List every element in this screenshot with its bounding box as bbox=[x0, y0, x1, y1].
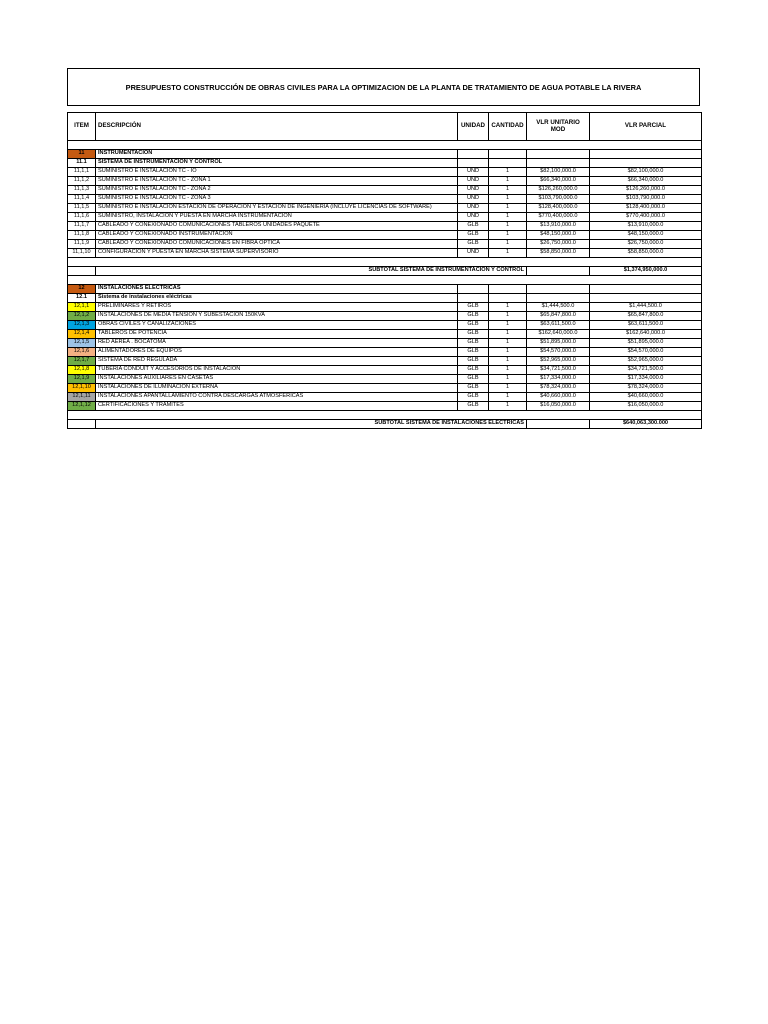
item-cantidad: 1 bbox=[489, 348, 527, 357]
header-unidad: UNIDAD bbox=[458, 113, 489, 141]
item-description: ALIMENTADORES DE EQUIPOS bbox=[96, 348, 458, 357]
item-unidad: GLB bbox=[458, 357, 489, 366]
item-vlr-parcial: $58,850,000.0 bbox=[590, 249, 702, 258]
item-unidad: GLB bbox=[458, 393, 489, 402]
item-vlr-unitario: $1,444,500.0 bbox=[527, 303, 590, 312]
item-code: 11,1,9 bbox=[68, 240, 96, 249]
item-code: 11,1,8 bbox=[68, 231, 96, 240]
item-description: SUMINISTRO E INSTALACIÓN TC - ZONA 1 bbox=[96, 177, 458, 186]
item-description: TABLEROS DE POTENCIA bbox=[96, 330, 458, 339]
subtotal-label: SUBTOTAL SISTEMA DE INSTALACIONES ELECTRICAS bbox=[96, 420, 527, 429]
header-descripcion: DESCRIPCIÓN bbox=[96, 113, 458, 141]
item-cantidad: 1 bbox=[489, 303, 527, 312]
item-vlr-parcial: $52,965,000.0 bbox=[590, 357, 702, 366]
item-vlr-parcial: $128,400,000.0 bbox=[590, 204, 702, 213]
item-vlr-unitario: $128,400,000.0 bbox=[527, 204, 590, 213]
item-vlr-unitario: $58,850,000.0 bbox=[527, 249, 590, 258]
item-cantidad: 1 bbox=[489, 195, 527, 204]
item-vlr-unitario: $51,895,000.0 bbox=[527, 339, 590, 348]
item-cantidad: 1 bbox=[489, 339, 527, 348]
item-code: 11,1,7 bbox=[68, 222, 96, 231]
item-cantidad: 1 bbox=[489, 366, 527, 375]
item-unidad: GLB bbox=[458, 339, 489, 348]
section-name: INSTALACIONES ELÉCTRICAS bbox=[96, 285, 458, 294]
table-row bbox=[68, 231, 702, 240]
item-code: 11,1,3 bbox=[68, 186, 96, 195]
item-unidad: GLB bbox=[458, 312, 489, 321]
item-unidad: GLB bbox=[458, 303, 489, 312]
item-code: 11,1,5 bbox=[68, 204, 96, 213]
header-item: ITEM bbox=[68, 113, 96, 141]
item-vlr-parcial: $16,050,000.0 bbox=[590, 402, 702, 411]
subsection-row bbox=[68, 294, 702, 303]
item-vlr-unitario: $65,847,800.0 bbox=[527, 312, 590, 321]
section-code: 12 bbox=[68, 285, 96, 294]
item-cantidad: 1 bbox=[489, 204, 527, 213]
item-cantidad: 1 bbox=[489, 375, 527, 384]
document-title: PRESUPUESTO CONSTRUCCIÓN DE OBRAS CIVILES PARA LA OPTIMIZACION DE LA PLANTA DE TRATAMIENTO DE AGUA POTABLE LA RIVERA bbox=[67, 68, 700, 106]
item-cantidad: 1 bbox=[489, 384, 527, 393]
subtotal-row bbox=[68, 420, 702, 429]
item-cantidad: 1 bbox=[489, 222, 527, 231]
item-vlr-unitario: $26,750,000.0 bbox=[527, 240, 590, 249]
item-cantidad: 1 bbox=[489, 168, 527, 177]
item-cantidad: 1 bbox=[489, 186, 527, 195]
item-vlr-parcial: $40,660,000.0 bbox=[590, 393, 702, 402]
item-cantidad: 1 bbox=[489, 249, 527, 258]
item-cantidad: 1 bbox=[489, 321, 527, 330]
subtotal-value: $640,063,300.000 bbox=[590, 420, 702, 429]
item-description: INSTALACIONES APANTALLAMIENTO CONTRA DESCARGAS ATMOSFERICAS bbox=[96, 393, 458, 402]
item-code: 12,1,10 bbox=[68, 384, 96, 393]
item-vlr-parcial: $26,750,000.0 bbox=[590, 240, 702, 249]
item-unidad: GLB bbox=[458, 348, 489, 357]
item-vlr-parcial: $65,847,800.0 bbox=[590, 312, 702, 321]
item-code: 12,1,9 bbox=[68, 375, 96, 384]
item-vlr-unitario: $82,100,000.0 bbox=[527, 168, 590, 177]
item-unidad: UND bbox=[458, 177, 489, 186]
item-vlr-parcial: $48,150,000.0 bbox=[590, 231, 702, 240]
header-cantidad: CANTIDAD bbox=[489, 113, 527, 141]
item-vlr-unitario: $17,334,000.0 bbox=[527, 375, 590, 384]
item-unidad: GLB bbox=[458, 384, 489, 393]
item-unidad: UND bbox=[458, 204, 489, 213]
item-description: CABLEADO Y CONEXIONADO COMUNICACIONES TABLEROS UNIDADES PAQUETE bbox=[96, 222, 458, 231]
subtotal-row bbox=[68, 267, 702, 276]
item-vlr-unitario: $162,640,000.0 bbox=[527, 330, 590, 339]
item-description: TUBERIA CONDUIT Y ACCESORIOS DE INSTALACIÓN bbox=[96, 366, 458, 375]
item-vlr-parcial: $103,790,000.0 bbox=[590, 195, 702, 204]
table-row bbox=[68, 312, 702, 321]
item-code: 12,1,7 bbox=[68, 357, 96, 366]
item-unidad: GLB bbox=[458, 321, 489, 330]
item-description: PRELIMINARES Y RETIROS bbox=[96, 303, 458, 312]
item-cantidad: 1 bbox=[489, 393, 527, 402]
table-row bbox=[68, 222, 702, 231]
budget-table bbox=[67, 112, 702, 429]
table-row bbox=[68, 321, 702, 330]
item-vlr-parcial: $162,640,000.0 bbox=[590, 330, 702, 339]
item-code: 11,1,4 bbox=[68, 195, 96, 204]
table-row bbox=[68, 204, 702, 213]
item-unidad: GLB bbox=[458, 231, 489, 240]
item-code: 12,1,12 bbox=[68, 402, 96, 411]
item-cantidad: 1 bbox=[489, 240, 527, 249]
item-vlr-parcial: $770,400,000.0 bbox=[590, 213, 702, 222]
item-unidad: GLB bbox=[458, 366, 489, 375]
table-row bbox=[68, 366, 702, 375]
item-description: INSTALACIONES AUXILIARES EN CASETAS bbox=[96, 375, 458, 384]
item-description: RED AÉREA . BOCATOMA bbox=[96, 339, 458, 348]
table-row bbox=[68, 402, 702, 411]
subtotal-label: SUBTOTAL SISTEMA DE INSTRUMENTACIÓN Y CONTROL bbox=[96, 267, 527, 276]
item-unidad: UND bbox=[458, 186, 489, 195]
table-row bbox=[68, 339, 702, 348]
table-row bbox=[68, 195, 702, 204]
item-cantidad: 1 bbox=[489, 177, 527, 186]
item-code: 12,1,8 bbox=[68, 366, 96, 375]
item-vlr-unitario: $126,260,000.0 bbox=[527, 186, 590, 195]
section-row bbox=[68, 285, 702, 294]
item-description: SISTEMA DE RED REGULADA bbox=[96, 357, 458, 366]
table-row bbox=[68, 177, 702, 186]
item-vlr-unitario: $48,150,000.0 bbox=[527, 231, 590, 240]
item-description: SUMINISTRO, INSTALACIÓN Y PUESTA EN MARCHA INSTRUMENTACIÓN bbox=[96, 213, 458, 222]
item-vlr-unitario: $770,400,000.0 bbox=[527, 213, 590, 222]
item-code: 11,1,1 bbox=[68, 168, 96, 177]
table-row bbox=[68, 357, 702, 366]
header-vlr-parcial: VLR PARCIAL bbox=[590, 113, 702, 141]
item-code: 12,1,2 bbox=[68, 312, 96, 321]
subtotal-value: $1,374,950,000.0 bbox=[590, 267, 702, 276]
table-row bbox=[68, 375, 702, 384]
table-row bbox=[68, 168, 702, 177]
item-code: 11,1,2 bbox=[68, 177, 96, 186]
item-vlr-unitario: $63,611,500.0 bbox=[527, 321, 590, 330]
item-cantidad: 1 bbox=[489, 357, 527, 366]
item-unidad: UND bbox=[458, 213, 489, 222]
item-unidad: UND bbox=[458, 249, 489, 258]
item-code: 12,1,4 bbox=[68, 330, 96, 339]
item-description: CERTIFICACIONES Y TRAMITES bbox=[96, 402, 458, 411]
item-code: 12,1,1 bbox=[68, 303, 96, 312]
item-unidad: GLB bbox=[458, 375, 489, 384]
item-vlr-parcial: $17,334,000.0 bbox=[590, 375, 702, 384]
table-row bbox=[68, 303, 702, 312]
item-vlr-parcial: $34,721,500.0 bbox=[590, 366, 702, 375]
item-unidad: UND bbox=[458, 195, 489, 204]
item-cantidad: 1 bbox=[489, 330, 527, 339]
item-unidad: GLB bbox=[458, 330, 489, 339]
item-vlr-unitario: $66,340,000.0 bbox=[527, 177, 590, 186]
header-vlr-unitario: VLR UNITARIO MOD bbox=[527, 113, 590, 141]
table-row bbox=[68, 240, 702, 249]
item-cantidad: 1 bbox=[489, 213, 527, 222]
item-vlr-unitario: $52,965,000.0 bbox=[527, 357, 590, 366]
item-vlr-unitario: $40,660,000.0 bbox=[527, 393, 590, 402]
subsection-name: Sistema de instalaciones eléctricas bbox=[96, 294, 458, 303]
table-row bbox=[68, 330, 702, 339]
item-vlr-unitario: $16,050,000.0 bbox=[527, 402, 590, 411]
item-description: INSTALACIONES DE ILUMINACIÓN EXTERNA bbox=[96, 384, 458, 393]
section-name: INSTRUMENTACIÓN bbox=[96, 150, 458, 159]
item-vlr-unitario: $13,910,000.0 bbox=[527, 222, 590, 231]
subsection-code: 12.1 bbox=[68, 294, 96, 303]
subsection-code: 11.1 bbox=[68, 159, 96, 168]
subsection-row bbox=[68, 159, 702, 168]
item-vlr-parcial: $78,324,000.0 bbox=[590, 384, 702, 393]
item-description: INSTALACIONES DE MEDIA TENSIÓN Y SUBESTACIÓN 150KVA bbox=[96, 312, 458, 321]
item-vlr-parcial: $13,910,000.0 bbox=[590, 222, 702, 231]
table-row bbox=[68, 186, 702, 195]
item-vlr-unitario: $103,790,000.0 bbox=[527, 195, 590, 204]
section-row bbox=[68, 150, 702, 159]
section-instrumentacion bbox=[68, 150, 702, 258]
item-description: SUMINISTRO E INSTALACIÓN ESTACIÓN DE OPERACIÓN Y ESTACIÓN DE INGENIERÍA (INCLUYE LICENCIAS DE SOFTWARE) bbox=[96, 204, 458, 213]
item-code: 11,1,6 bbox=[68, 213, 96, 222]
item-description: SUMINISTRO E INSTALACIÓN TC - IO bbox=[96, 168, 458, 177]
item-code: 12,1,6 bbox=[68, 348, 96, 357]
item-code: 12,1,3 bbox=[68, 321, 96, 330]
table-row bbox=[68, 384, 702, 393]
item-unidad: UND bbox=[458, 168, 489, 177]
item-vlr-parcial: $63,611,500.0 bbox=[590, 321, 702, 330]
item-code: 12,1,5 bbox=[68, 339, 96, 348]
item-vlr-unitario: $54,570,000.0 bbox=[527, 348, 590, 357]
item-description: SUMINISTRO E INSTALACIÓN TC - ZONA 2 bbox=[96, 186, 458, 195]
table-row bbox=[68, 348, 702, 357]
table-row bbox=[68, 393, 702, 402]
item-unidad: GLB bbox=[458, 240, 489, 249]
item-vlr-parcial: $126,260,000.0 bbox=[590, 186, 702, 195]
item-code: 11,1,10 bbox=[68, 249, 96, 258]
item-vlr-parcial: $82,100,000.0 bbox=[590, 168, 702, 177]
item-description: CONFIGURACIÓN Y PUESTA EN MARCHA SISTEMA SUPERVISORIO bbox=[96, 249, 458, 258]
item-description: CABLEADO Y CONEXIONADO INSTRUMENTACIÓN bbox=[96, 231, 458, 240]
item-description: CABLEADO Y CONEXIONADO COMUNICACIONES EN FIBRA ÓPTICA bbox=[96, 240, 458, 249]
item-unidad: GLB bbox=[458, 402, 489, 411]
section-instalaciones-electricas bbox=[68, 285, 702, 411]
header-row bbox=[68, 113, 702, 141]
item-vlr-parcial: $66,340,000.0 bbox=[590, 177, 702, 186]
item-unidad: GLB bbox=[458, 222, 489, 231]
item-code: 12,1,11 bbox=[68, 393, 96, 402]
table-row bbox=[68, 249, 702, 258]
item-description: SUMINISTRO E INSTALACIÓN TC - ZONA 3 bbox=[96, 195, 458, 204]
item-description: OBRAS CIVILES Y CANALIZACIONES bbox=[96, 321, 458, 330]
subsection-name: SISTEMA DE INSTRUMENTACIÓN Y CONTROL bbox=[96, 159, 458, 168]
item-cantidad: 1 bbox=[489, 312, 527, 321]
item-vlr-parcial: $1,444,500.0 bbox=[590, 303, 702, 312]
table-row bbox=[68, 213, 702, 222]
section-code: 11 bbox=[68, 150, 96, 159]
item-cantidad: 1 bbox=[489, 402, 527, 411]
item-vlr-parcial: $51,895,000.0 bbox=[590, 339, 702, 348]
item-vlr-unitario: $34,721,500.0 bbox=[527, 366, 590, 375]
item-vlr-unitario: $78,324,000.0 bbox=[527, 384, 590, 393]
item-vlr-parcial: $54,570,000.0 bbox=[590, 348, 702, 357]
item-cantidad: 1 bbox=[489, 231, 527, 240]
